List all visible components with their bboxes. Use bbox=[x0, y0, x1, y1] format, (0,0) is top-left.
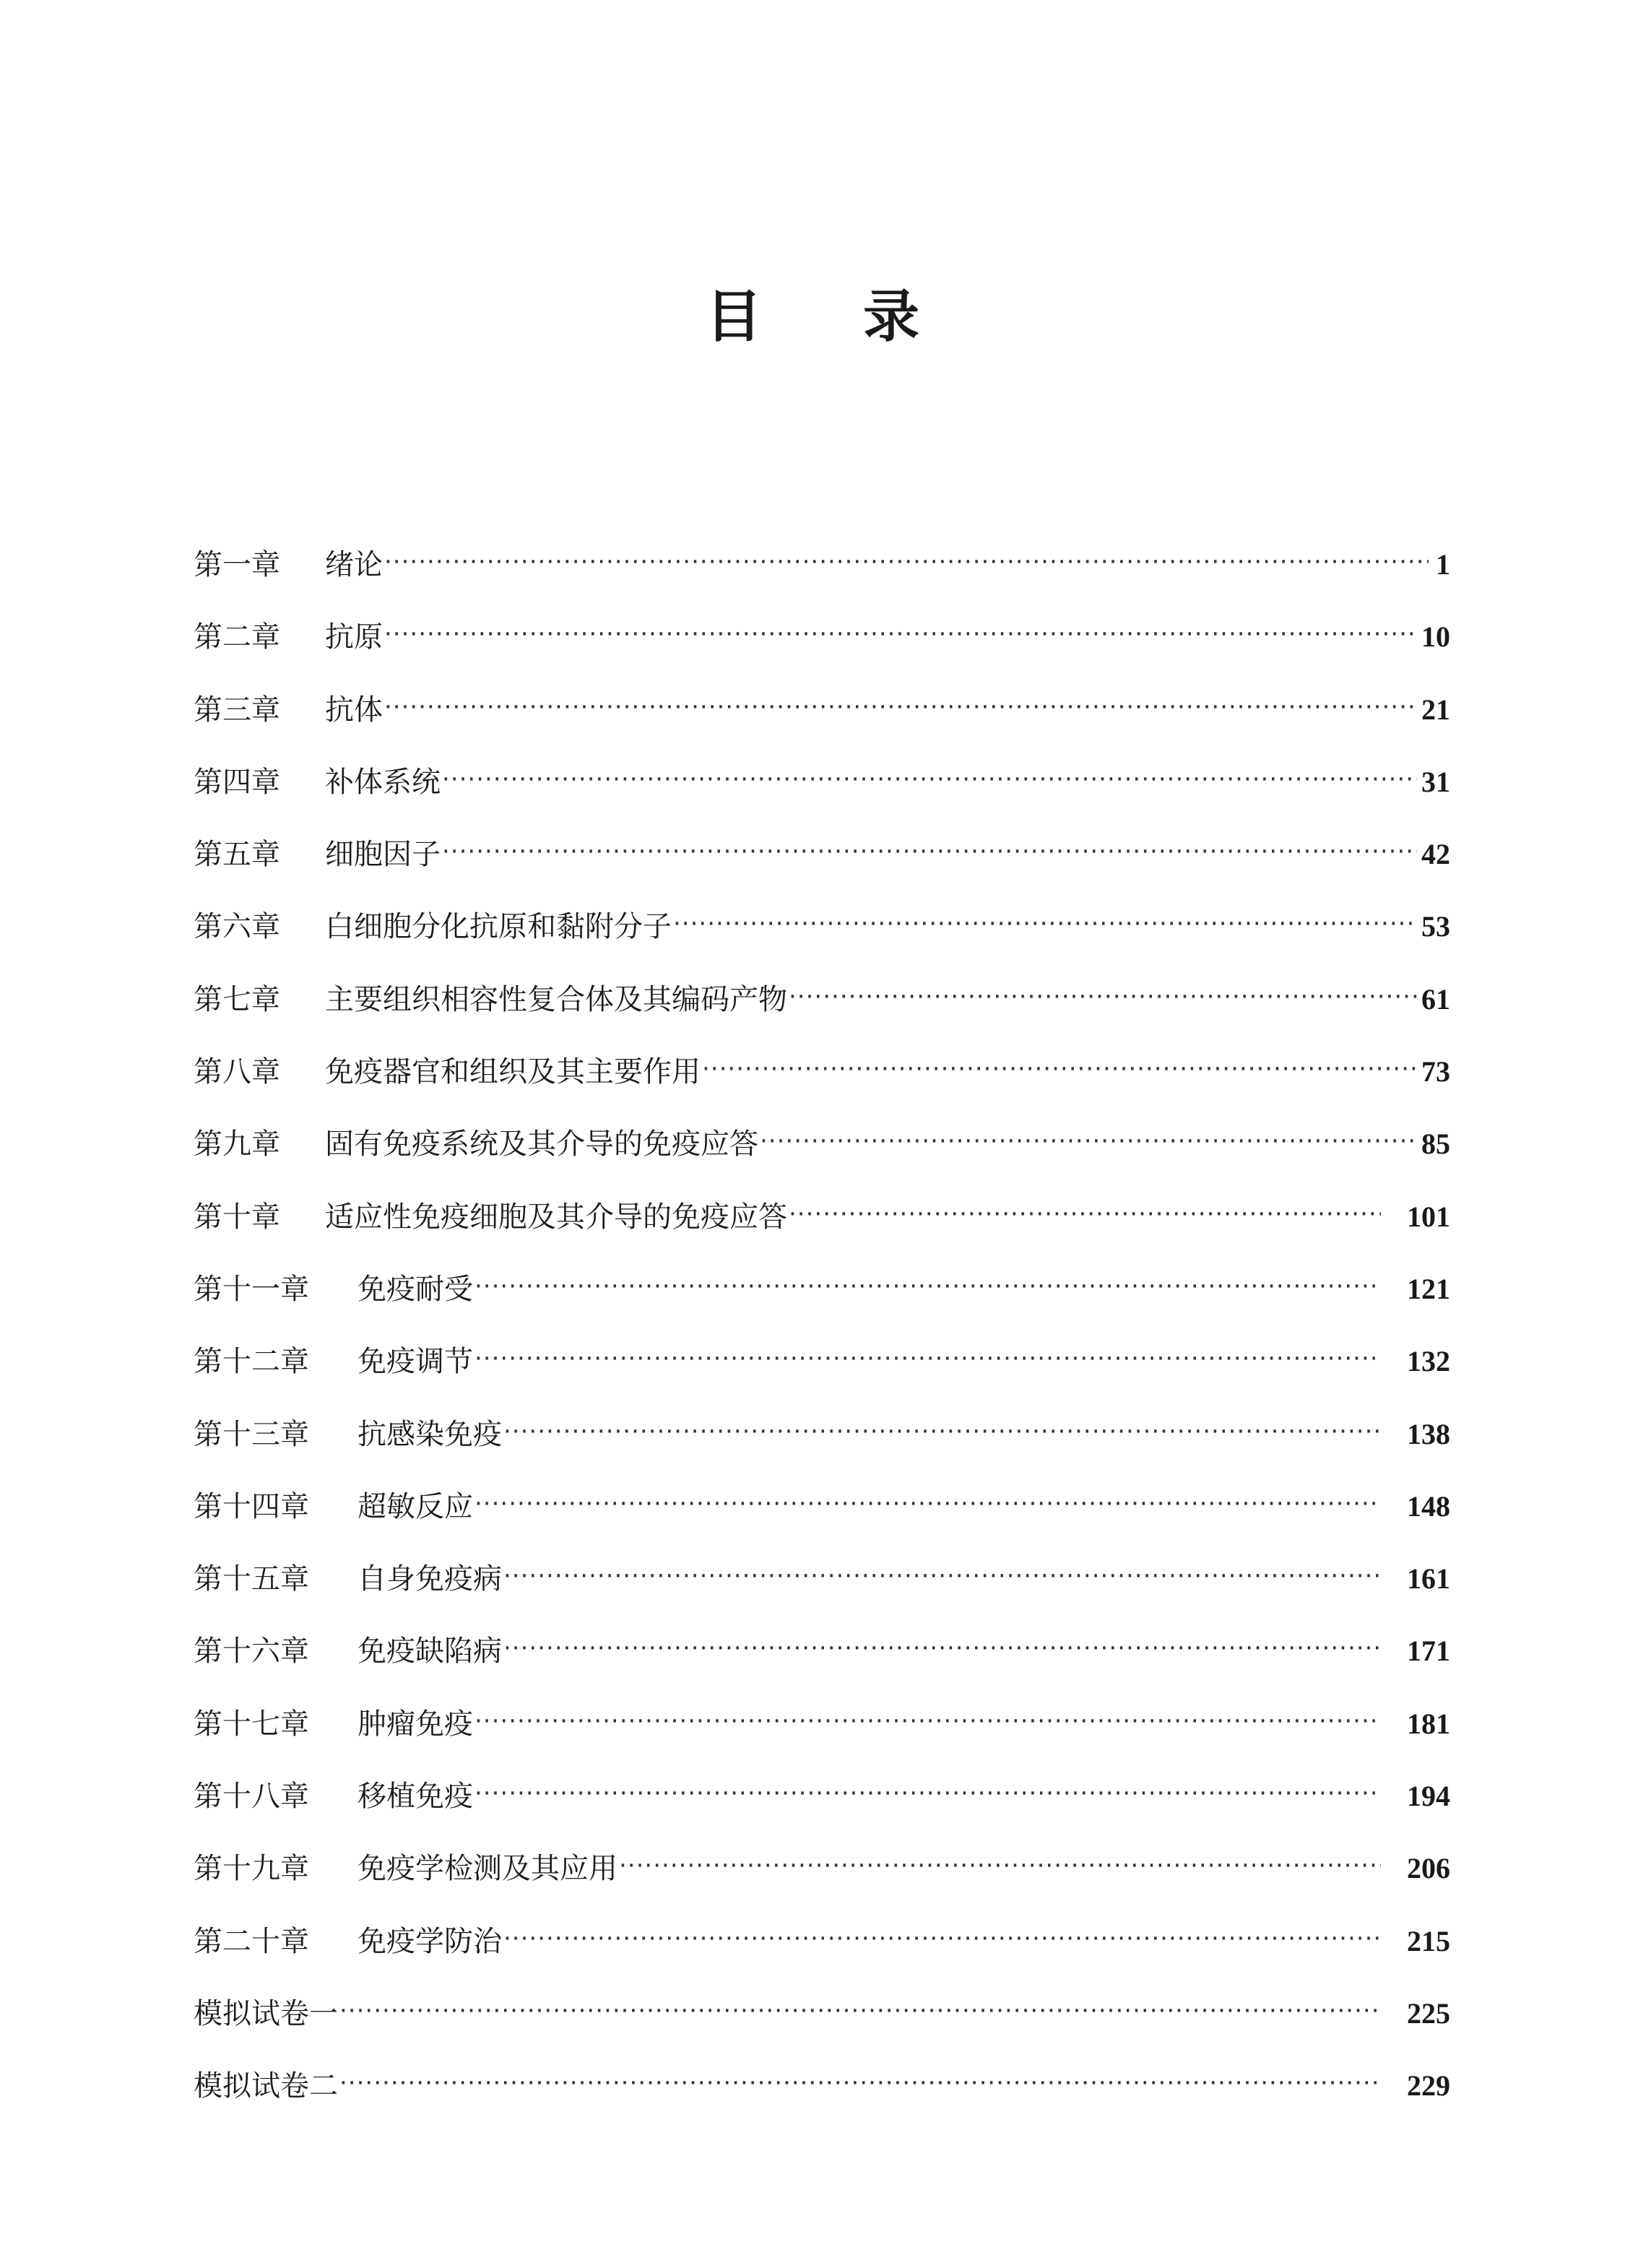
dot-leader bbox=[789, 1198, 1381, 1226]
chapter-label: 第十七章 bbox=[194, 1707, 309, 1741]
chapter-label: 第十九章 bbox=[194, 1852, 309, 1886]
chapter-title: 移植免疫 bbox=[358, 1780, 473, 1814]
dot-leader bbox=[384, 618, 1417, 646]
chapter-title: 免疫学检测及其应用 bbox=[358, 1852, 618, 1886]
toc-entry[interactable] bbox=[194, 907, 1450, 979]
toc-entry[interactable] bbox=[194, 1270, 1450, 1342]
page-number: 225 bbox=[1407, 1996, 1450, 2030]
page-number: 101 bbox=[1407, 1200, 1450, 1233]
toc-entry[interactable] bbox=[194, 691, 1450, 763]
dot-leader bbox=[503, 1415, 1381, 1444]
page-number: 21 bbox=[1421, 693, 1450, 726]
page-number: 194 bbox=[1407, 1780, 1450, 1813]
chapter-label: 第三章 bbox=[194, 693, 280, 727]
exam-title: 模拟试卷一 bbox=[194, 1996, 338, 2030]
toc-entry[interactable] bbox=[194, 980, 1450, 1052]
chapter-title: 抗原 bbox=[325, 620, 383, 654]
chapter-title: 自身免疫病 bbox=[358, 1562, 502, 1596]
chapter-label: 第五章 bbox=[194, 838, 280, 872]
dot-leader bbox=[503, 1922, 1381, 1951]
toc-entry[interactable] bbox=[194, 1415, 1450, 1487]
dot-leader bbox=[474, 1777, 1381, 1806]
chapter-title: 超敏反应 bbox=[358, 1489, 473, 1523]
dot-leader bbox=[442, 835, 1417, 864]
page-number: 206 bbox=[1407, 1852, 1450, 1885]
page-title bbox=[0, 285, 1625, 350]
page-number: 85 bbox=[1421, 1127, 1450, 1161]
dot-leader bbox=[474, 1705, 1381, 1734]
chapter-label: 第七章 bbox=[194, 982, 280, 1016]
toc-entry[interactable] bbox=[194, 1342, 1450, 1414]
dot-leader bbox=[474, 1487, 1381, 1516]
page-number: 138 bbox=[1407, 1417, 1450, 1450]
chapter-title: 免疫器官和组织及其主要作用 bbox=[325, 1055, 701, 1089]
chapter-title: 免疫缺陷病 bbox=[358, 1635, 502, 1668]
dot-leader bbox=[702, 1052, 1417, 1081]
chapter-label: 第二章 bbox=[194, 620, 280, 654]
dot-leader bbox=[384, 691, 1417, 719]
chapter-label: 第二十章 bbox=[194, 1924, 309, 1958]
toc-entry[interactable] bbox=[194, 1849, 1450, 1921]
chapter-label: 第十三章 bbox=[194, 1417, 309, 1451]
toc-entry[interactable] bbox=[194, 1922, 1450, 1994]
dot-leader bbox=[760, 1125, 1417, 1154]
page-number: 181 bbox=[1407, 1707, 1450, 1740]
dot-leader bbox=[474, 1342, 1381, 1371]
page-number: 73 bbox=[1421, 1055, 1450, 1088]
chapter-label: 第六章 bbox=[194, 910, 280, 944]
dot-leader bbox=[503, 1632, 1381, 1661]
title-char-2: 录 bbox=[863, 285, 920, 350]
dot-leader bbox=[384, 545, 1429, 574]
chapter-label: 第一章 bbox=[194, 548, 280, 581]
dot-leader bbox=[789, 980, 1417, 1009]
dot-leader bbox=[503, 1559, 1381, 1588]
chapter-title: 免疫学防治 bbox=[358, 1924, 502, 1958]
dot-leader bbox=[442, 763, 1417, 792]
chapter-label: 第十章 bbox=[194, 1200, 280, 1234]
page-number: 132 bbox=[1407, 1345, 1450, 1378]
chapter-label: 第十五章 bbox=[194, 1562, 309, 1596]
page-number: 215 bbox=[1407, 1924, 1450, 1957]
toc-entry[interactable] bbox=[194, 2066, 1450, 2139]
page-number: 171 bbox=[1407, 1635, 1450, 1668]
toc-entry[interactable] bbox=[194, 835, 1450, 907]
toc-entry[interactable] bbox=[194, 1994, 1450, 2066]
chapter-label: 第十二章 bbox=[194, 1345, 309, 1379]
toc-entry[interactable] bbox=[194, 763, 1450, 835]
toc-entry[interactable] bbox=[194, 1125, 1450, 1197]
toc-entry[interactable] bbox=[194, 1052, 1450, 1125]
toc-entry[interactable] bbox=[194, 1705, 1450, 1777]
title-char-1: 目 bbox=[705, 285, 762, 350]
chapter-title: 细胞因子 bbox=[325, 838, 441, 872]
chapter-title: 肿瘤免疫 bbox=[358, 1707, 473, 1741]
dot-leader bbox=[673, 907, 1417, 936]
chapter-title: 免疫调节 bbox=[358, 1345, 473, 1379]
page-number: 53 bbox=[1421, 910, 1450, 943]
chapter-title: 主要组织相容性复合体及其编码产物 bbox=[325, 982, 787, 1016]
page-number: 229 bbox=[1407, 2069, 1450, 2103]
dot-leader bbox=[339, 1994, 1381, 2023]
dot-leader bbox=[474, 1270, 1381, 1299]
page-number: 42 bbox=[1421, 838, 1450, 871]
chapter-title: 补体系统 bbox=[325, 765, 441, 799]
dot-leader bbox=[339, 2066, 1381, 2095]
chapter-label: 第九章 bbox=[194, 1127, 280, 1161]
exam-title: 模拟试卷二 bbox=[194, 2069, 338, 2103]
toc-entry[interactable] bbox=[194, 1632, 1450, 1704]
toc-entry[interactable] bbox=[194, 618, 1450, 690]
chapter-title: 绪论 bbox=[325, 548, 383, 581]
page-number: 148 bbox=[1407, 1489, 1450, 1523]
toc-entry[interactable] bbox=[194, 545, 1450, 618]
toc-entry[interactable] bbox=[194, 1559, 1450, 1632]
chapter-label: 第十八章 bbox=[194, 1780, 309, 1814]
chapter-title: 免疫耐受 bbox=[358, 1272, 473, 1306]
chapter-title: 固有免疫系统及其介导的免疫应答 bbox=[325, 1127, 758, 1161]
page-number: 61 bbox=[1421, 982, 1450, 1016]
page-number: 1 bbox=[1436, 548, 1450, 581]
page-number: 10 bbox=[1421, 620, 1450, 654]
toc-entry[interactable] bbox=[194, 1198, 1450, 1270]
toc-entry[interactable] bbox=[194, 1487, 1450, 1559]
toc-entry[interactable] bbox=[194, 1777, 1450, 1849]
chapter-label: 第十四章 bbox=[194, 1489, 309, 1523]
toc-list bbox=[194, 545, 1450, 2139]
chapter-title: 白细胞分化抗原和黏附分子 bbox=[325, 910, 672, 944]
page-number: 121 bbox=[1407, 1272, 1450, 1305]
chapter-title: 适应性免疫细胞及其介导的免疫应答 bbox=[325, 1200, 787, 1234]
chapter-label: 第十一章 bbox=[194, 1272, 309, 1306]
chapter-title: 抗体 bbox=[325, 693, 383, 727]
page-number: 161 bbox=[1407, 1562, 1450, 1596]
chapter-title: 抗感染免疫 bbox=[358, 1417, 502, 1451]
dot-leader bbox=[619, 1849, 1381, 1878]
chapter-label: 第八章 bbox=[194, 1055, 280, 1089]
chapter-label: 第十六章 bbox=[194, 1635, 309, 1668]
page-number: 31 bbox=[1421, 765, 1450, 798]
chapter-label: 第四章 bbox=[194, 765, 280, 799]
